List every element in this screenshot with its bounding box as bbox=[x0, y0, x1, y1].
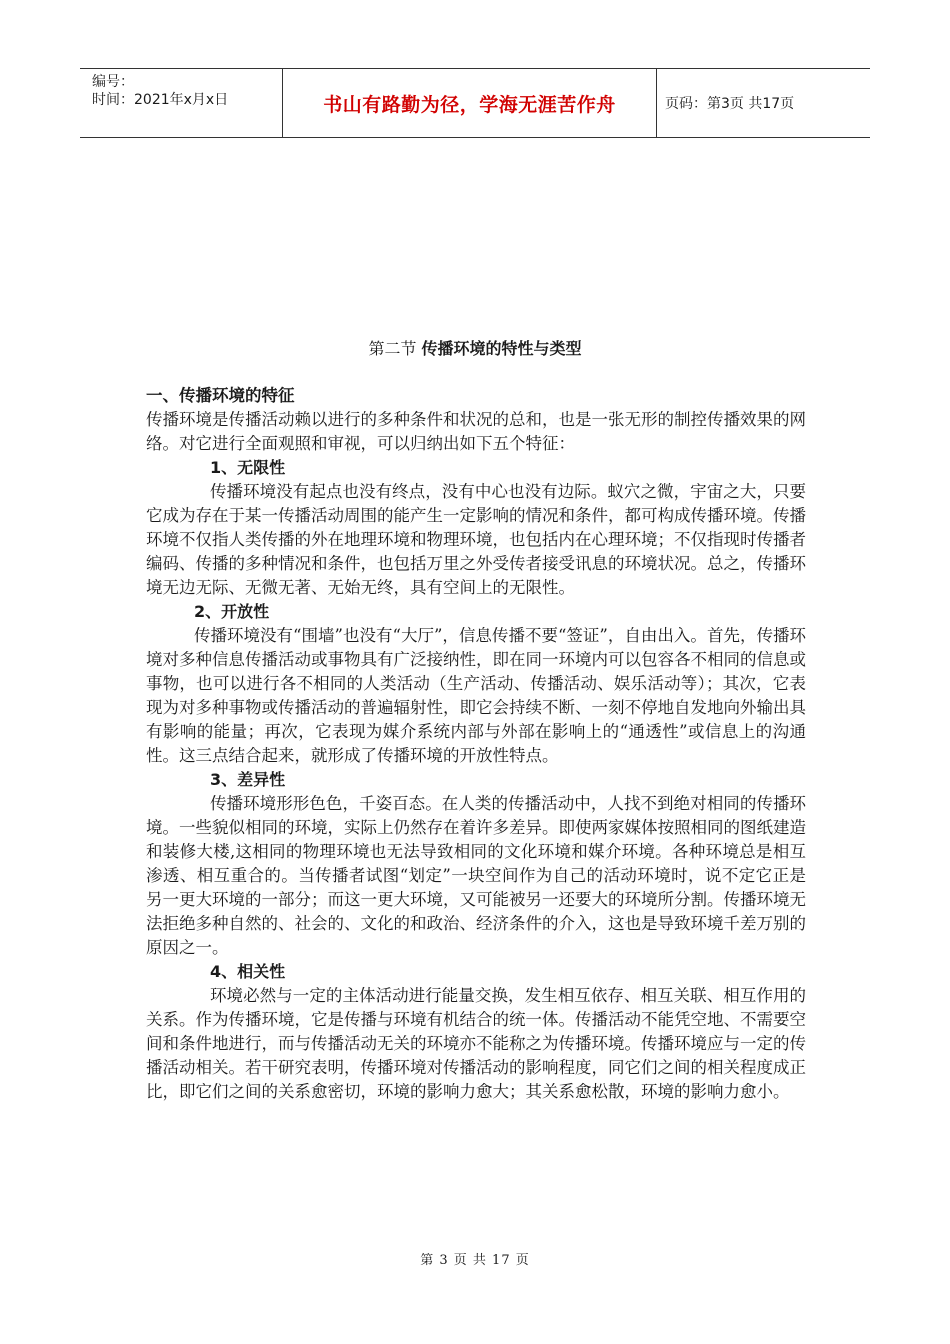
page-header bbox=[80, 68, 870, 138]
header-motto: 书山有路勤为径，学海无涯苦作舟 bbox=[283, 69, 657, 137]
document-body bbox=[146, 384, 806, 1104]
item-paragraph-4: 环境必然与一定的主体活动进行能量交换，发生相互依存、相互关联、相互作用的关系。作为传播环境，它是传播与环境有机结合的统一体。传播活动不能凭空地、不需要空间和条件地进行，而与传播活动无关的环境亦不能称之为传播环境。传播环境应与一定的传播活动相关。若干研究表明，传播环境对传播活动的影响程度，同它们之间的相关程度成正比，即它们之间的关系愈密切，环境的影响力愈大；其关系愈松散，环境的影响力愈小。 bbox=[146, 986, 806, 1101]
item-paragraph-2: 传播环境没有“围墙”也没有“大厅”，信息传播不要“签证”，自由出入。首先，传播环境对多种信息传播活动或事物具有广泛接纳性，即在同一环境内可以包容各不相同的信息或事物，也可以进行各不相同的人类活动（生产活动、传播活动、娱乐活动等）；其次，它表现为对多种事物或传播活动的普遍辐射性，即它会持续不断、一刻不停地自发地向外输出具有影响的能量；再次，它表现为媒介系统内部与外部在影响上的“通透性”或信息上的沟通性。这三点结合起来，就形成了传播环境的开放性特点。 bbox=[146, 626, 806, 765]
item-heading-1: 1、无限性 bbox=[210, 458, 286, 477]
item-paragraph-1: 传播环境没有起点也没有终点，没有中心也没有边际。蚁穴之微，宇宙之大，只要它成为存在于某一传播活动周围的能产生一定影响的情况和条件，都可构成传播环境。传播环境不仅指人类传播的外在地理环境和物理环境，也包括内在心理环境；不仅指现时传播者编码、传播的多种情况和条件，也包括万里之外受传者接受讯息的环境状况。总之，传播环境无边无际、无微无著、无始无终，具有空间上的无限性。 bbox=[146, 482, 806, 597]
section-title bbox=[0, 336, 950, 359]
item-heading-2: 2、开放性 bbox=[194, 602, 270, 621]
item-heading-3: 3、差异性 bbox=[210, 770, 286, 789]
item-heading-4: 4、相关性 bbox=[210, 962, 286, 981]
page-footer: 第 3 页 共 17 页 bbox=[420, 1253, 530, 1268]
header-meta bbox=[80, 69, 283, 137]
chapter-heading: 一、传播环境的特征 bbox=[146, 386, 295, 405]
section-prefix: 第二节 bbox=[368, 339, 422, 358]
date-label: 时间：2021年x月x日 bbox=[92, 92, 229, 108]
header-page-info: 页码：第3页 共17页 bbox=[665, 96, 795, 112]
intro-paragraph: 传播环境是传播活动赖以进行的多种条件和状况的总和，也是一张无形的制控传播效果的网络。对它进行全面观照和审视，可以归纳出如下五个特征： bbox=[146, 410, 806, 453]
section-heading: 传播环境的特性与类型 bbox=[421, 339, 582, 358]
number-label: 编号： bbox=[92, 74, 134, 90]
item-paragraph-3: 传播环境形形色色，千姿百态。在人类的传播活动中，人找不到绝对相同的传播环境。一些貌似相同的环境，实际上仍然存在着许多差异。即使两家媒体按照相同的图纸建造和装修大楼,这相同的物理环境也无法导致相同的文化环境和媒介环境。各种环境总是相互渗透、相互重合的。当传播者试图“划定”一块空间作为自己的活动环境时，说不定它正是另一更大环境的一部分；而这一更大环境，又可能被另一还要大的环境所分割。传播环境无法拒绝多种自然的、社会的、文化的和政治、经济条件的介入，这也是导致环境千差万别的原因之一。 bbox=[146, 794, 806, 957]
